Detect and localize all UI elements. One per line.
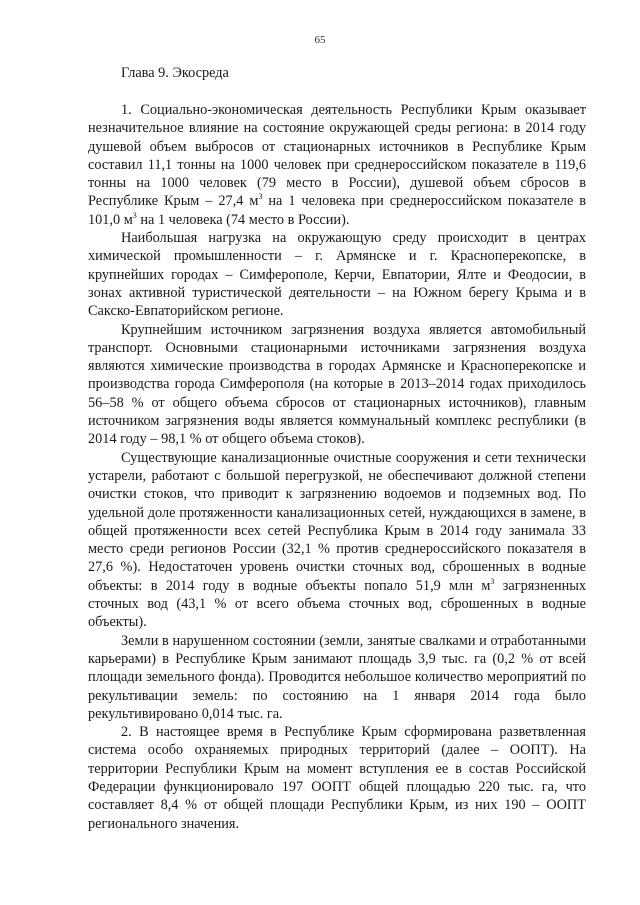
paragraph-6-protected-areas: 2. В настоящее время в Республике Крым сформирована разветвленная система особо охраняемых природных территорий (далее – ООПТ). На территории Республики Крым на момент вступления ее в состав Российской Федерации функционировало 197 ООПТ общей площадью 220 тыс. га, что составляет 8,4 % от общей площади Республики Крым, из них 190 – ООПТ регионального значения. xyxy=(88,724,586,832)
page-number: 65 xyxy=(314,34,326,46)
paragraph-4-sewage: Существующие канализационные очистные сооружения и сети технически устарели, работают с большой перегрузкой, не обеспечивают должной степени очистки стоков, что приводит к загрязнению водоемов и подземных вод. По удельной доле протяженности канализационных сетей, нуждающихся в замене, в общей протяженности всех сетей Республика Крым в 2014 году занимала 33 место среди регионов России (32,1 % против среднероссийского показателя в 27,6 %). Недостаточен уровень очистки сточных вод, сброшенных в водные объекты: в 2014 году в водные объекты попало 51,9 млн $м^3$ загрязненных сточных вод (43,1 % от всего объема сточных вод, сброшенных в водные объекты). xyxy=(88,449,586,631)
chapter-title: Глава 9. Экосреда xyxy=(121,65,229,81)
paragraph-5-disturbed-lands: Земли в нарушенном состоянии (земли, занятые свалками и отработанными карьерами) в Республике Крым занимают площадь 3,9 тыс. га (0,2 % от всей площади земельного фонда). Проводится небольшое количество мероприятий по рекультивации земель: по состоянию на 1 января 2014 года было рекультивировано 0,014 тыс. га. xyxy=(88,632,586,722)
paragraph-2-load-centers: Наибольшая нагрузка на окружающую среду происходит в центрах химической промышленности – г. Армянске и г. Красноперекопске, в крупнейших городах – Симферополе, Керчи, Евпатории, Ялте и Феодосии, в зонах активной туристической деятельности – на Южном берегу Крыма и в Сакско-Евпаторийском регионе. xyxy=(88,230,586,320)
paragraph-3-air-pollution: Крупнейшим источником загрязнения воздуха является автомобильный транспорт. Основными стационарными источниками загрязнения воздуха являются химические производства в городах Армянске и Красноперекопске и производства города Симферополя (на которые в 2013–2014 годах приходилось 56–58 % от общего объема сбросов от стационарных источников), главным источником загрязнения воды является коммунальный комплекс республики (в 2014 году – 98,1 % от общего объема стоков). xyxy=(88,321,586,448)
body-text xyxy=(88,101,586,833)
paragraph-1-socioeconomic: 1. Социально-экономическая деятельность Республики Крым оказывает незначительное влияние на состояние окружающей среды региона: в 2014 году душевой объем выбросов от стационарных источников в Республике Крым составил 11,1 тонны на 1000 человек при среднероссийском показателе в 119,6 тонны на 1000 человек (79 место в России), душевой объем сбросов в Республике Крым – 27,4 $м^3$ на 1 человека при среднероссийском показателе в 101,0 $м^3$ на 1 человека (74 место в России). xyxy=(88,102,586,228)
